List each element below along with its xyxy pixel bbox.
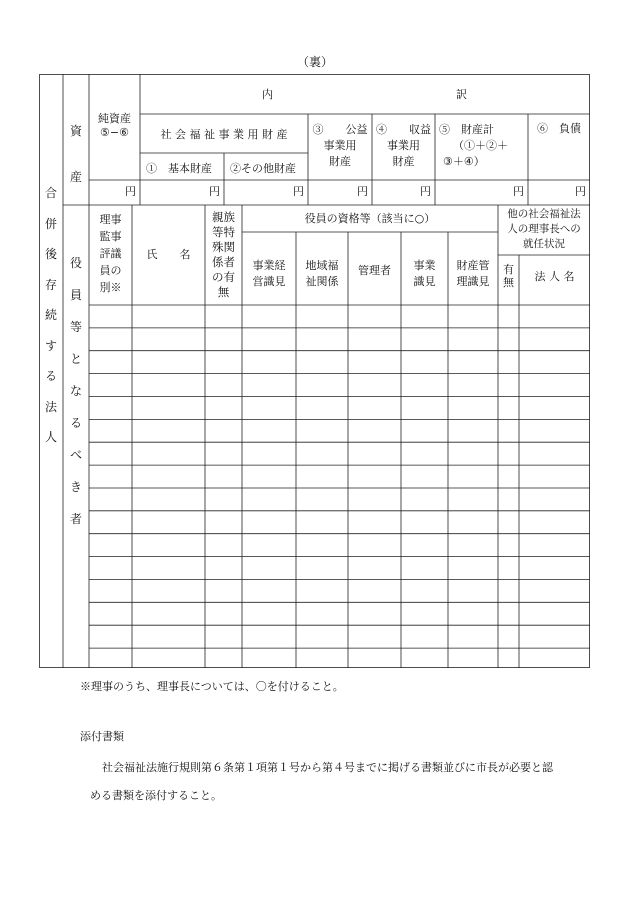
yen-unit: 円 (420, 185, 431, 198)
other-property-header: ②その他財産 (230, 162, 296, 175)
profit-property-header: ④ 収益 事業用 財産 (376, 123, 431, 168)
corporation-name-header: 法 人 名 (534, 270, 575, 283)
attachments-body: 社会福祉法施行規則第６条第１項第１号から第４号までに掲げる書類並びに市長が必要と認める書類を添付すること。 (90, 761, 553, 802)
property-management-header: 財産管 理識見 (456, 259, 490, 288)
yes-no-header: 有 無 (503, 263, 514, 289)
basic-property-header: ① 基本財産 (146, 162, 212, 175)
role-type-header: 理事 監事 評議 員の 別※ (99, 213, 122, 294)
merger-form-table (39, 74, 590, 668)
public-interest-property-header: ③ 公益 事業用 財産 (312, 123, 368, 168)
yen-unit: 円 (209, 185, 220, 198)
net-assets-header: 純資産 ⑤−⑥ (98, 112, 131, 139)
breakdown-header-right: 訳 (456, 88, 467, 101)
yen-unit: 円 (513, 185, 524, 198)
yen-unit: 円 (357, 185, 368, 198)
page-heading: （裏） (296, 55, 333, 69)
liabilities-header: ⑥ 負債 (537, 122, 581, 135)
yen-unit: 円 (575, 185, 586, 198)
business-management-header: 事業経 営識見 (252, 259, 286, 288)
name-header: 氏 名 (146, 248, 191, 261)
related-party-header: 親族 等特 殊関 係者 の有 無 (212, 210, 235, 299)
social-welfare-property-header: 社 会 福 祉 事 業 用 財 産 (160, 128, 288, 141)
other-corp-chair-header: 他の社会福祉法 人の理事長への 就任状況 (507, 208, 581, 250)
chair-marking-note: ※理事のうち、理事長については、〇を付けること。 (80, 680, 344, 693)
officers-label: 役 員 等 と な る べ き 者 (69, 256, 82, 526)
yen-unit: 円 (293, 185, 304, 198)
attachments-title: 添付書類 (80, 730, 124, 743)
business-insight-header: 事業 識見 (413, 259, 436, 288)
assets-label: 資 産 (69, 124, 82, 184)
qualifications-header: 役員の資格等（該当に○） (304, 212, 436, 225)
total-property-header: ⑤ 財産計 （①＋②＋ ③＋④） (439, 123, 508, 168)
surviving-corporation-label: 合 併 後 存 続 す る 法 人 (44, 186, 57, 444)
regional-welfare-header: 地域福 祉関係 (305, 259, 339, 288)
breakdown-header-left: 内 (262, 88, 273, 101)
manager-header: 管理者 (358, 264, 391, 277)
yen-unit: 円 (125, 185, 136, 198)
